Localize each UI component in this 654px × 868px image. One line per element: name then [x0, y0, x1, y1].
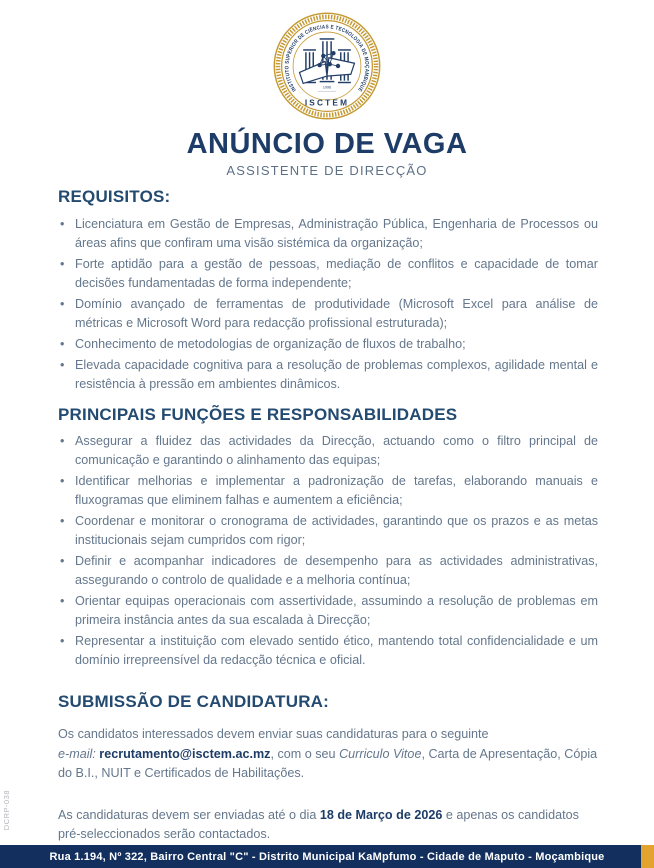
submission-paragraph	[58, 725, 598, 784]
list-item: • Forte aptidão para a gestão de pessoas, mediação de conflitos e capacidade de tomar decisões fundamentadas de forma independente;	[58, 255, 598, 293]
list-item: • Conhecimento de metodologias de organização de fluxos de trabalho;	[58, 335, 598, 354]
cv-italic-text: Curriculo Vitoe	[339, 746, 422, 761]
list-item: • Representar a instituição com elevado sentido ético, mantendo total confidencialidade e um domínio irrepreensível da redacção técnica e oficial.	[58, 632, 598, 670]
submissao-heading: SUBMISSÃO DE CANDIDATURA:	[58, 692, 330, 711]
list-item: • Elevada capacidade cognitiva para a resolução de problemas complexos, agilidade mental e resistência à pressão em ambientes dinâmicos.	[58, 356, 598, 394]
header	[0, 0, 654, 178]
list-item: • Licenciatura em Gestão de Empresas, Administração Pública, Engenharia de Processos ou áreas afins que confiram uma visão sistémica da organização;	[58, 215, 598, 253]
list-item: • Assegurar a fluidez das actividades da Direcção, actuando como o filtro principal de comunicação e garantindo o alinhamento das equipas;	[58, 432, 598, 470]
requisitos-list	[58, 215, 598, 394]
logo	[0, 11, 654, 121]
footer-bar	[0, 845, 654, 868]
seal-year: 1996	[322, 85, 332, 90]
seal-ring-text: INSTITUTO SUPERIOR DE CIÊNCIAS E TECNOLOGIA DE MOÇAMBIQUE	[284, 24, 370, 93]
deadline-paragraph	[58, 806, 598, 845]
footer-address: Rua 1.194, Nº 322, Bairro Central "C" - Distrito Municipal KaMpfumo - Cidade de Maputo - Moçambique	[49, 850, 605, 863]
isctem-seal	[272, 11, 382, 121]
seal-acronym: ISCTEM	[304, 98, 350, 108]
content	[58, 187, 598, 845]
footer-gold-accent	[641, 845, 654, 868]
deadline-after-text: e apenas os candidatos pré-seleccionados serão contactados.	[58, 807, 579, 841]
list-item: • Domínio avançado de ferramentas de produtividade (Microsoft Excel para análise de métricas e Microsoft Word para redacção profissional estruturada);	[58, 295, 598, 333]
funcoes-heading: PRINCIPAIS FUNÇÕES E RESPONSABILIDADES	[58, 405, 458, 424]
list-item: • Definir e acompanhar indicadores de desempenho para as actividades administrativas, assegurando o controlo de qualidade e a melhoria contínua;	[58, 552, 598, 590]
deadline-date: 18 de Março de 2026	[319, 807, 443, 822]
deadline-before-text: As candidaturas devem ser enviadas até o dia	[58, 807, 320, 822]
list-item: • Coordenar e monitorar o cronograma de actividades, garantindo que os prazos e as metas institucionais sejam cumpridos com rigor;	[58, 512, 598, 550]
list-item: • Identificar melhorias e implementar a padronização de tarefas, elaborando manuais e fluxogramas que eliminem falhas e aumentem a eficiência;	[58, 472, 598, 510]
funcoes-list	[58, 432, 598, 670]
requisitos-heading: REQUISITOS:	[58, 187, 171, 206]
cv-after-text: , Carta de Apresentação, Cópia do B.I., NUIT e Certificados de Habilitações.	[58, 746, 598, 780]
page-title: ANÚNCIO DE VAGA	[186, 128, 468, 160]
email-after-text: , com o seu	[270, 746, 340, 761]
page-subtitle: ASSISTENTE DE DIRECÇÃO	[226, 163, 428, 178]
email-address: recrutamento@isctem.ac.mz	[99, 746, 271, 761]
list-item: • Orientar equipas operacionais com assertividade, assumindo a resolução de problemas em primeira instância antes da sua escalada à Direcção;	[58, 592, 598, 630]
document-reference-code: DCRP-038	[2, 789, 11, 830]
email-label: e-mail:	[58, 746, 96, 761]
submission-intro: Os candidatos interessados devem enviar suas candidaturas para o seguinte	[58, 727, 489, 741]
